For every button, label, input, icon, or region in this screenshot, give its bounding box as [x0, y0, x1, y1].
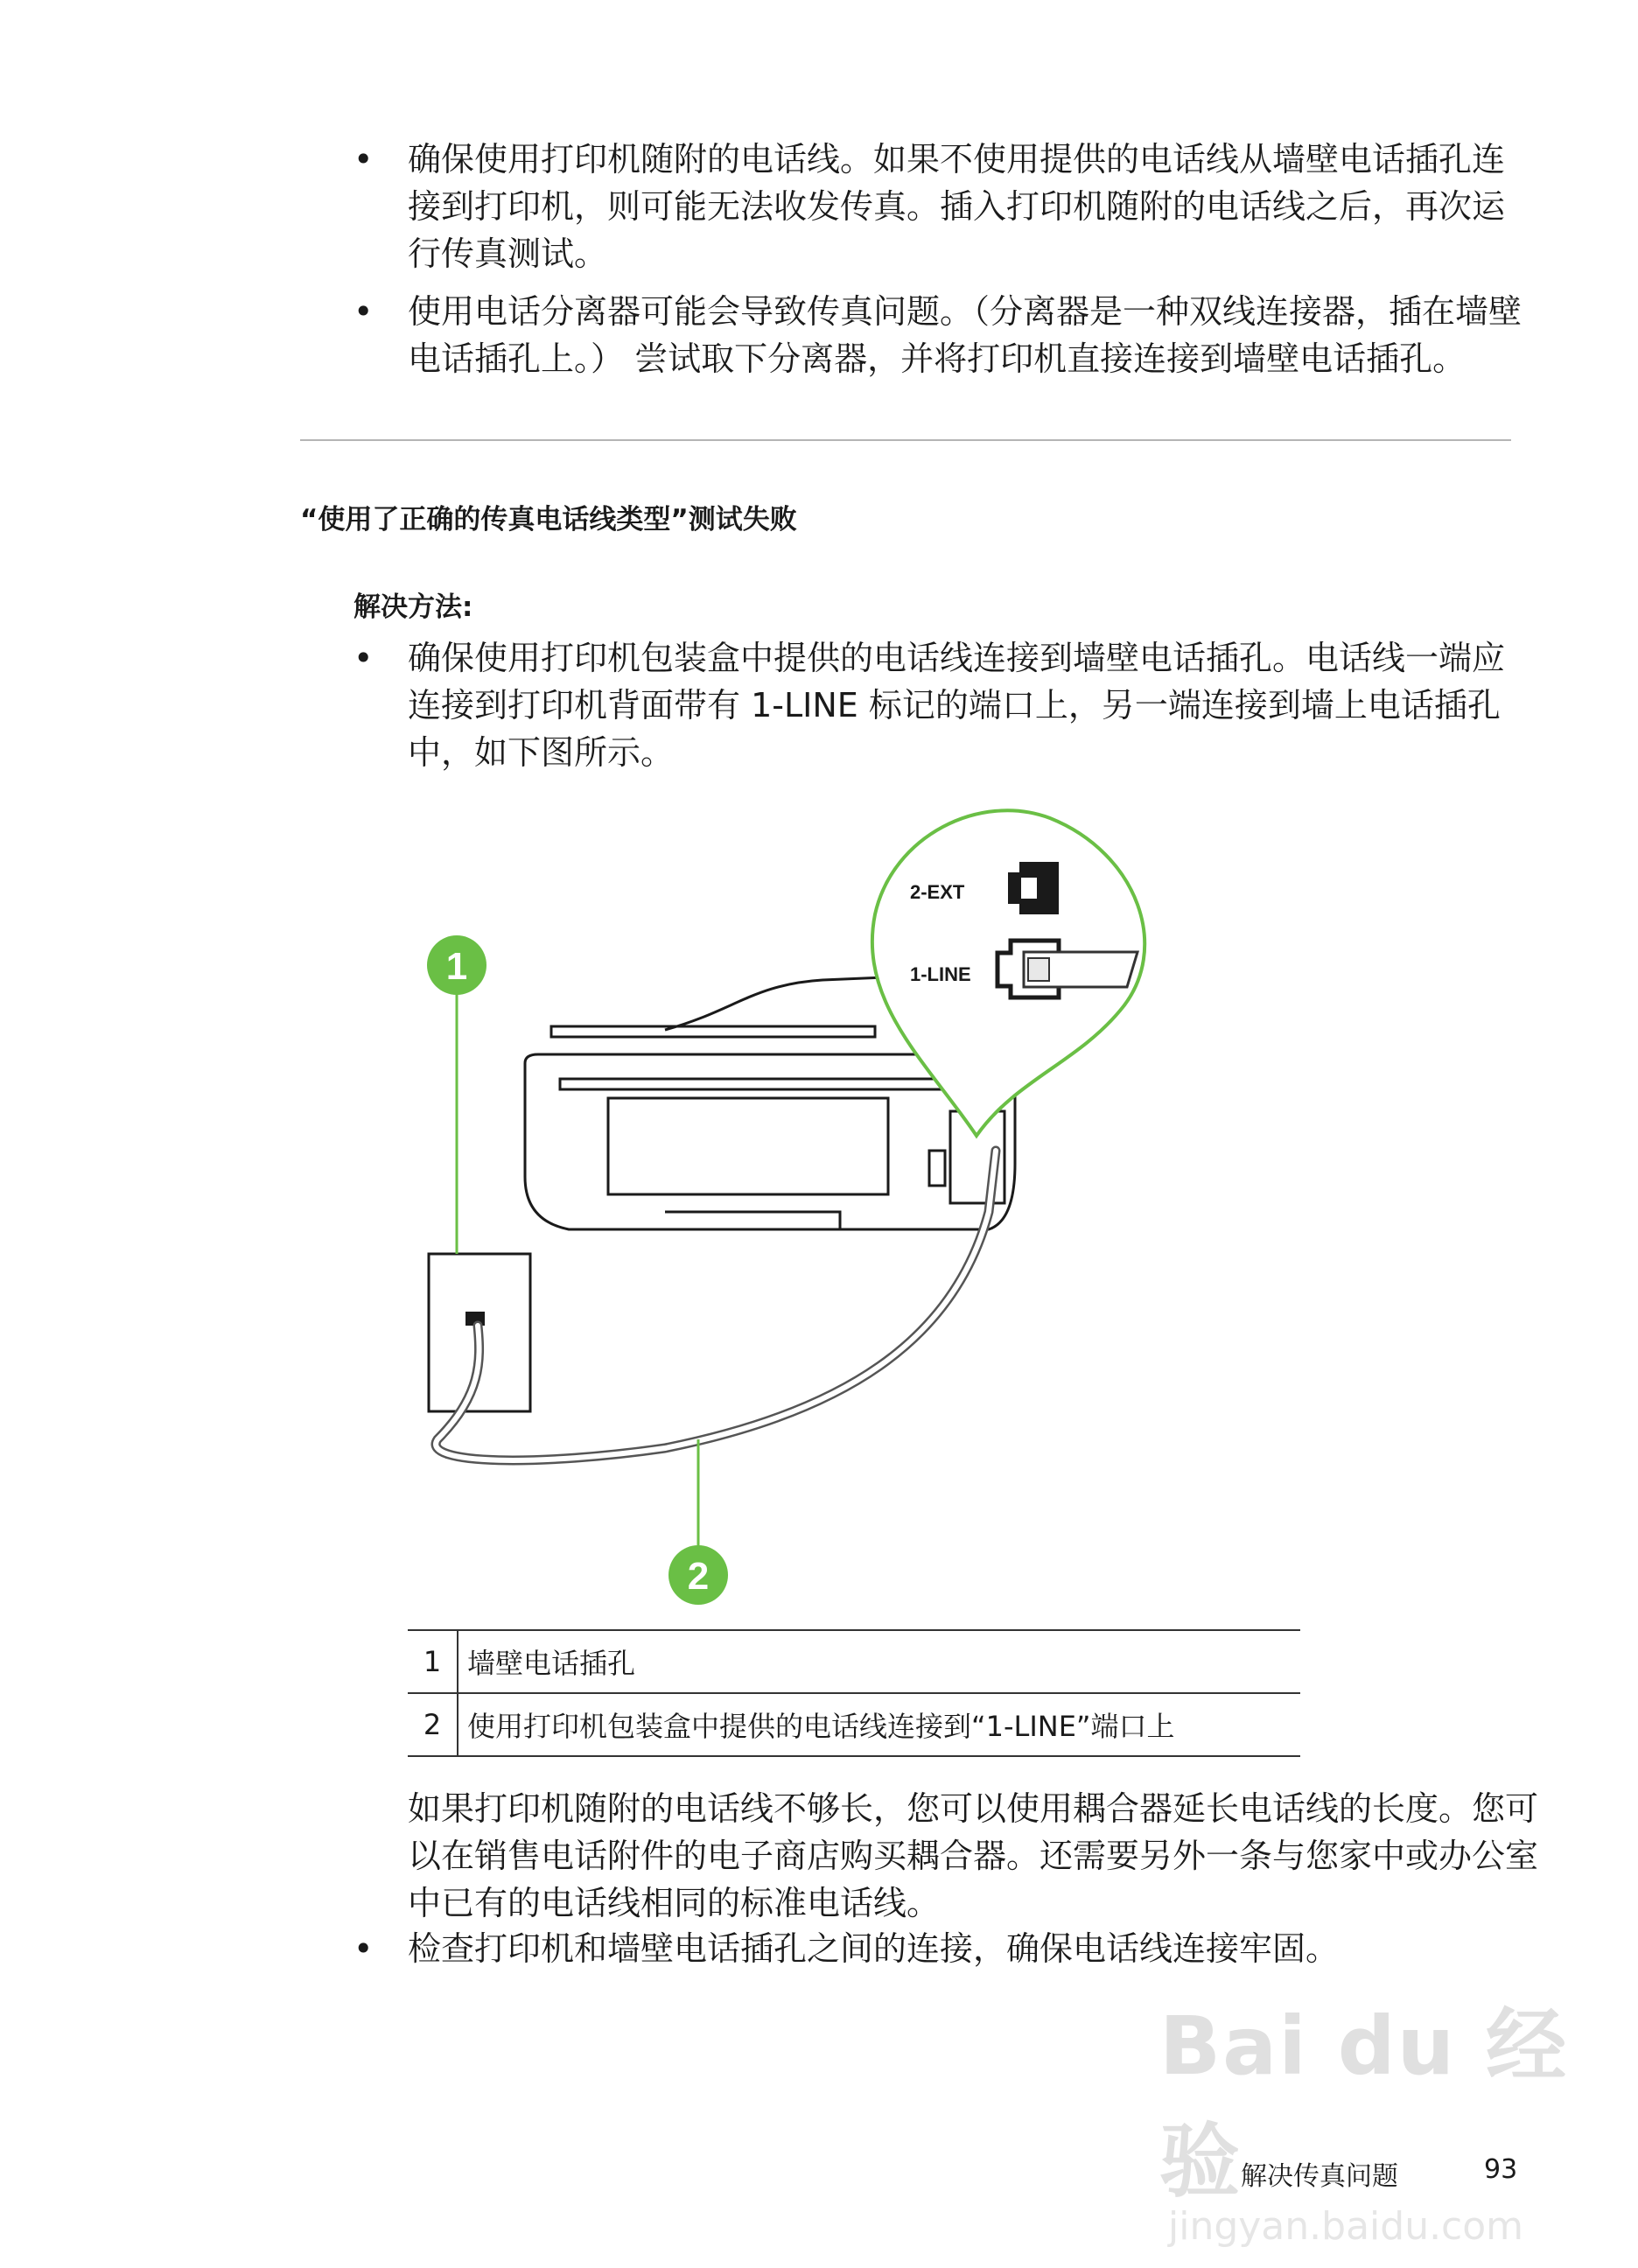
table-row [408, 1693, 1300, 1756]
solution-bullet-list [354, 634, 1535, 787]
figure-legend-table [408, 1629, 1300, 1757]
callout-2-number: 2 [687, 1555, 710, 1598]
bullet-text: 确保使用打印机包装盒中提供的电话线连接到墙壁电话插孔。电话线一端应连接到打印机背面带有 1-LINE 标记的端口上，另一端连接到墙上电话插孔中，如下图所示。 [408, 639, 1506, 772]
table-row [408, 1630, 1300, 1693]
legend-number: 2 [408, 1693, 458, 1756]
printer-slot [560, 1079, 945, 1089]
bullet-item [354, 634, 1535, 776]
bullet-text: 检查打印机和墙壁电话插孔之间的连接，确保电话线连接牢固。 [408, 1929, 1340, 1968]
bullet-item [354, 1925, 1535, 1972]
footer-section-title: 解决传真问题 [1241, 2161, 1398, 2192]
top-bullet-list [354, 136, 1535, 393]
legend-number: 1 [408, 1630, 458, 1693]
solution-label: 解决方法: [354, 592, 473, 623]
watermark-brand: Bai du 经验 [1159, 1999, 1569, 2208]
bullet-marker: • [354, 1929, 374, 1968]
section-heading: “使用了正确的传真电话线类型”测试失败 [300, 504, 797, 536]
printer-back-panel [608, 1098, 888, 1194]
bullet-marker: • [354, 639, 374, 677]
port-1-line-label: 1-LINE [910, 963, 971, 985]
printer-power-socket [929, 1151, 945, 1186]
last-bullet-list [354, 1925, 1535, 1983]
section-divider [300, 439, 1511, 441]
coupler-paragraph: 如果打印机随附的电话线不够长，您可以使用耦合器延长电话线的长度。您可以在销售电话附件的电子商店购买耦合器。还需要另外一条与您家中或办公室中已有的电话线相同的标准电话线。 [408, 1789, 1539, 1922]
bullet-item [354, 136, 1535, 277]
connection-diagram [385, 801, 1172, 1606]
baidu-watermark [1159, 1982, 1638, 2249]
printer-bottom-slot [665, 1212, 840, 1229]
port-2-ext-label: 2-EXT [910, 881, 965, 903]
legend-text: 墙壁电话插孔 [458, 1630, 1300, 1693]
page-number: 93 [1484, 2154, 1518, 2185]
bullet-item [354, 288, 1535, 382]
bullet-marker: • [354, 292, 374, 331]
watermark-url: jingyan.baidu.com [1168, 2204, 1524, 2249]
bullet-text: 使用电话分离器可能会导致传真问题。（分离器是一种双线连接器，插在墙壁电话插孔上。） 尝试取下分离器，并将打印机直接连接到墙壁电话插孔。 [408, 292, 1522, 378]
bullet-marker: • [354, 140, 374, 178]
bullet-text: 确保使用打印机随附的电话线。如果不使用提供的电话线从墙壁电话插孔连接到打印机，则可能无法收发传真。插入打印机随附的电话线之后，再次运行传真测试。 [408, 140, 1506, 273]
legend-text: 使用打印机包装盒中提供的电话线连接到“1-LINE”端口上 [458, 1693, 1300, 1756]
printer-adf-tray [551, 1026, 875, 1037]
callout-1-number: 1 [445, 945, 468, 988]
